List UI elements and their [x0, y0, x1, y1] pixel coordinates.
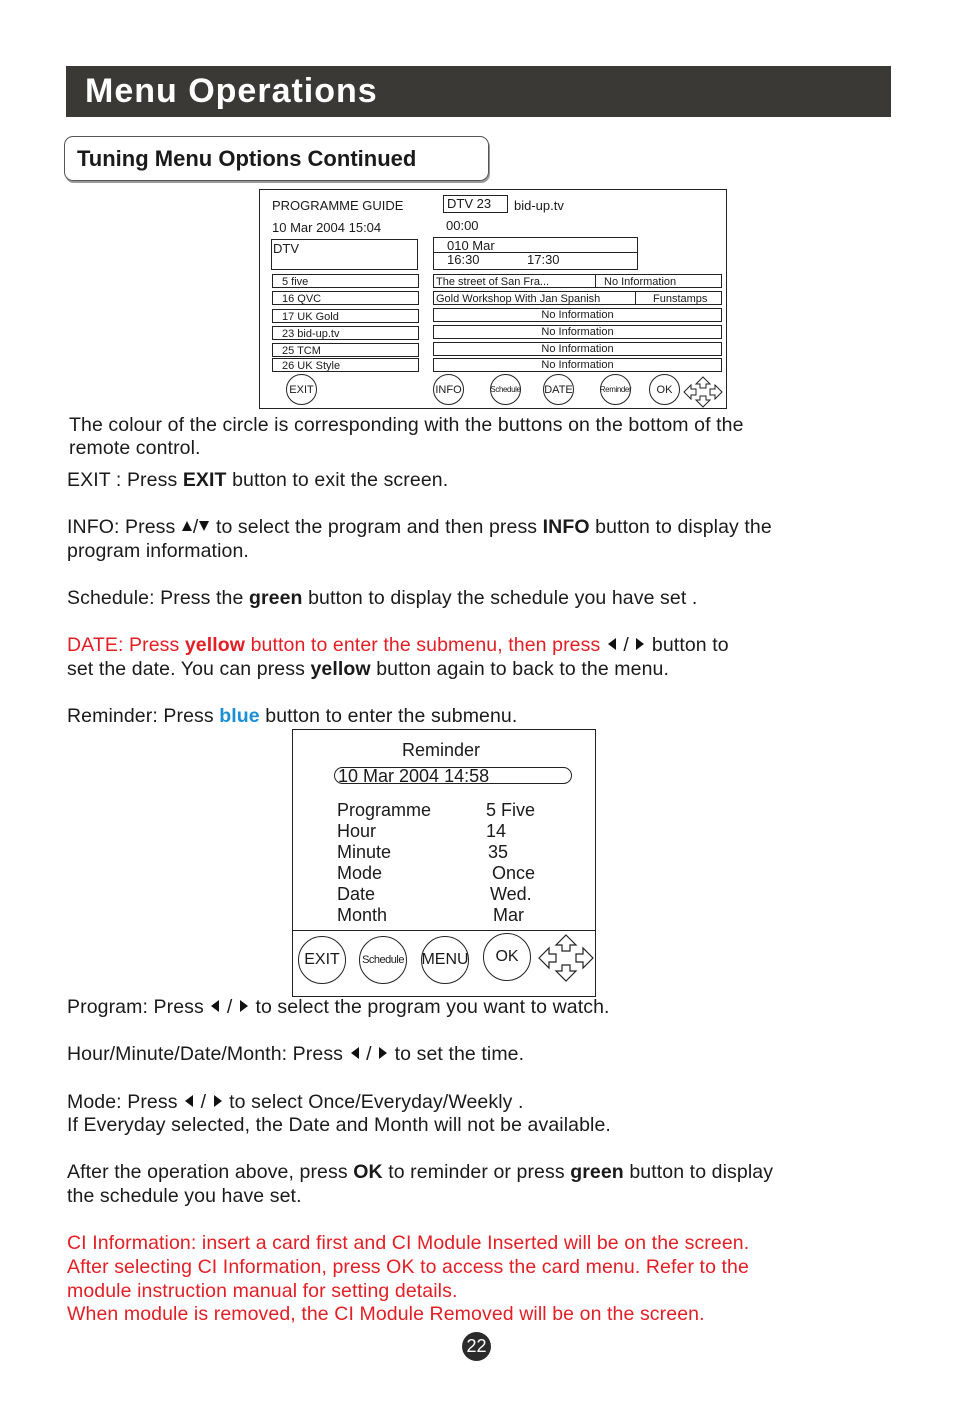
exit-instruction: EXIT : Press EXIT button to exit the screen.: [67, 469, 449, 491]
guide-source-box: [271, 239, 418, 270]
right-arrow-icon: [240, 1000, 248, 1012]
reminder-label-date: Date: [337, 884, 376, 904]
program-instruction: Program: Press / to select the program you want to watch.: [67, 996, 610, 1018]
left-arrow-icon: [351, 1047, 359, 1059]
guide-timeline-box: [433, 237, 638, 270]
program-title: The street of San Fra...: [436, 276, 550, 288]
program-next: Funstamps: [653, 293, 708, 305]
after-operation-line-2: the schedule you have set.: [67, 1185, 302, 1207]
up-arrow-icon: [182, 521, 192, 531]
date-instruction: DATE: Press yellow button to enter the submenu, then press / button to: [67, 634, 729, 656]
guide-title: PROGRAMME GUIDE: [272, 198, 404, 213]
guide-channel-name: bid-up.tv: [514, 198, 564, 213]
reminder-screen: [292, 729, 596, 997]
left-arrow-icon: [211, 1000, 219, 1012]
right-arrow-icon: [636, 638, 644, 650]
left-arrow-icon: [608, 638, 616, 650]
guide-info-button[interactable]: INFO: [433, 374, 464, 405]
guide-exit-button[interactable]: EXIT: [286, 374, 317, 405]
ci-info-line-2: After selecting CI Information, press OK to access the card menu. Refer to the: [67, 1256, 749, 1278]
reminder-label-minute: Minute: [337, 842, 392, 862]
page-number: 22: [462, 1332, 491, 1361]
guide-channel-box: DTV 23: [443, 195, 508, 213]
reminder-title: Reminder: [402, 740, 481, 760]
date-instruction-line-2: set the date. You can press yellow button again to back to the menu.: [67, 658, 669, 680]
reminder-value-date[interactable]: Wed.: [490, 884, 532, 904]
reminder-label-month: Month: [337, 905, 388, 925]
guide-datetime: 10 Mar 2004 15:04: [272, 220, 382, 235]
navigation-arrows-icon[interactable]: [537, 934, 595, 982]
left-arrow-icon: [185, 1095, 193, 1107]
program-divider: [595, 275, 596, 287]
guide-date-button[interactable]: DATE: [543, 374, 574, 405]
reminder-label-hour: Hour: [337, 821, 377, 841]
guide-ok-button[interactable]: OK: [649, 374, 680, 405]
reminder-value-programme[interactable]: 5 Five: [486, 800, 536, 820]
reminder-ok-button[interactable]: OK: [483, 933, 531, 981]
mode-instruction: Mode: Press / to select Once/Everyday/Weekly .: [67, 1091, 524, 1113]
program-title: Gold Workshop With Jan Spanish: [436, 293, 601, 305]
down-arrow-icon: [199, 521, 209, 531]
reminder-instruction: Reminder: Press blue button to enter the submenu.: [67, 705, 518, 727]
guide-slot-2: 17:30: [527, 252, 560, 267]
ci-info-line-1: CI Information: insert a card first and CI Module Inserted will be on the screen.: [67, 1232, 750, 1254]
reminder-menu-button[interactable]: MENU: [421, 936, 469, 984]
mode-instruction-line-2: If Everyday selected, the Date and Month will not be available.: [67, 1114, 611, 1136]
reminder-value-mode[interactable]: Once: [492, 863, 536, 883]
schedule-instruction: Schedule: Press the green button to display the schedule you have set .: [67, 587, 698, 609]
guide-date-row: 010 Mar: [447, 238, 495, 253]
after-operation-instruction: After the operation above, press OK to reminder or press green button to display: [67, 1161, 774, 1183]
page-title: Menu Operations: [85, 72, 378, 110]
section-heading-box: [64, 136, 489, 181]
guide-time: 00:00: [446, 218, 479, 233]
time-instruction: Hour/Minute/Date/Month: Press / to set the time.: [67, 1043, 525, 1065]
guide-slot-1: 16:30: [447, 252, 480, 267]
program-next: No Information: [604, 276, 677, 288]
guide-reminder-button[interactable]: Reminder: [600, 374, 631, 405]
right-arrow-icon: [379, 1047, 387, 1059]
program-row[interactable]: [433, 291, 722, 305]
reminder-label-programme: Programme: [337, 800, 432, 820]
info-instruction-line-2: program information.: [67, 540, 249, 562]
program-divider: [635, 292, 636, 304]
program-row[interactable]: [433, 274, 722, 288]
channel-item[interactable]: 5 five: [272, 274, 419, 288]
colour-note-line-2: remote control.: [69, 437, 201, 459]
channel-item[interactable]: 17 UK Gold: [272, 309, 419, 323]
channel-item[interactable]: 23 bid-up.tv: [272, 326, 419, 340]
section-title: Tuning Menu Options Continued: [77, 146, 417, 171]
info-instruction: INFO: Press / to select the program and then press INFO button to display the: [67, 516, 772, 538]
programme-guide-screen: [259, 189, 727, 409]
channel-item[interactable]: 26 UK Style: [272, 358, 419, 372]
channel-item[interactable]: 16 QVC: [272, 291, 419, 305]
right-arrow-icon: [214, 1095, 222, 1107]
navigation-arrows-icon[interactable]: [683, 376, 723, 408]
reminder-value-month[interactable]: Mar: [493, 905, 524, 925]
reminder-exit-button[interactable]: EXIT: [298, 936, 346, 984]
reminder-datetime: 10 Mar 2004 14:58: [334, 767, 572, 784]
program-row[interactable]: No Information: [433, 358, 722, 372]
program-row[interactable]: No Information: [433, 325, 722, 339]
guide-source: DTV: [273, 241, 299, 256]
reminder-label-mode: Mode: [337, 863, 383, 883]
ci-info-line-3: module instruction manual for setting details.: [67, 1280, 458, 1302]
reminder-value-hour[interactable]: 14: [486, 821, 507, 841]
header-bar: [66, 66, 891, 117]
channel-item[interactable]: 25 TCM: [272, 343, 419, 357]
colour-note-line-1: The colour of the circle is corresponding with the buttons on the bottom of the: [69, 414, 744, 436]
reminder-divider: [293, 930, 595, 931]
program-row[interactable]: No Information: [433, 342, 722, 356]
ci-info-line-4: When module is removed, the CI Module Removed will be on the screen.: [67, 1303, 705, 1325]
program-row[interactable]: No Information: [433, 308, 722, 322]
guide-schedule-button[interactable]: Schedule: [490, 374, 521, 405]
reminder-value-minute[interactable]: 35: [488, 842, 509, 862]
reminder-schedule-button[interactable]: Schedule: [359, 936, 407, 984]
